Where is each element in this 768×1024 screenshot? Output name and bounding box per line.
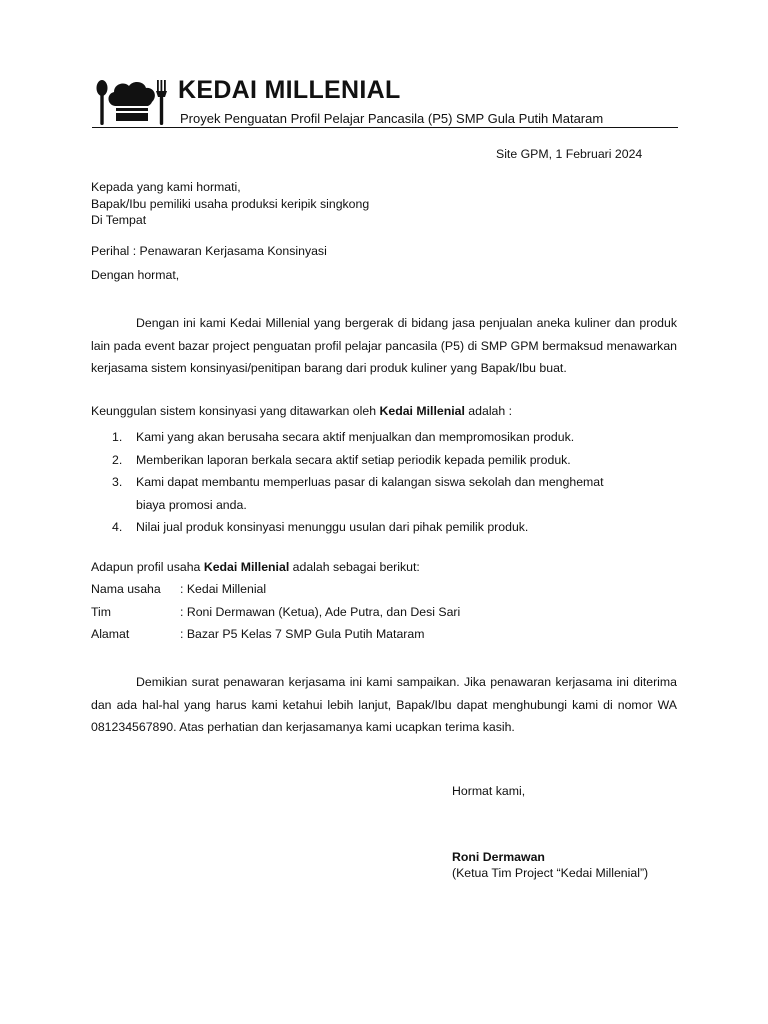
intro-paragraph [91,312,677,380]
profile-key: Tim [91,605,112,619]
subject-line: Perihal : Penawaran Kerjasama Konsinyasi [91,244,327,258]
recipient-line: Di Tempat [91,213,147,227]
profile-row [91,582,266,596]
intro-text: Dengan ini kami Kedai Millenial yang bergerak di bidang jasa penjualan aneka kuliner dan produk lain pada event bazar project penguatan profil pelajar pancasila (P5) di SMP GPM bermaksud menawarkan kerjasama sistem konsinyasi/penitipan barang dari produk kuliner yang Bapak/Ibu buat. [91,316,677,375]
list-item [91,516,677,539]
closing-paragraph [91,671,677,739]
place-date: Site GPM, 1 Februari 2024 [496,147,643,161]
profile-lead [91,560,420,574]
list-item [91,426,677,449]
closing-text: Demikian surat penawaran kerjasama ini kami sampaikan. Jika penawaran kerjasama ini diterima dan ada hal-hal yang harus kami ketahui lebih lanjut, Bapak/Ibu dapat menghubungi kami di nomor WA 081234567890. Atas perhatian dan kerjasamanya kami ucapkan terima kasih. [91,675,677,734]
brand-name: KEDAI MILLENIAL [178,76,401,104]
list-text: Memberikan laporan berkala secara aktif setiap periodik kepada pemilik produk. [136,452,571,467]
advantages-list [91,426,677,539]
list-number: 3. [112,475,123,489]
advantages-lead-brand: Kedai Millenial [379,404,465,418]
profile-lead-tail: adalah sebagai berikut: [289,560,420,574]
letterhead-divider [92,127,678,128]
profile-value: : Kedai Millenial [180,582,267,596]
closing-salutation: Hormat kami, [452,784,526,798]
recipient-block [91,179,369,229]
list-item [91,471,677,516]
profile-lead-brand: Kedai Millenial [203,560,290,574]
profile-key: Nama usaha [91,582,161,596]
greeting: Dengan hormat, [91,268,180,282]
spoon-chef-hat-fork-icon [93,78,171,126]
profile-row [91,605,460,619]
list-text: Nilai jual produk konsinyasi menunggu usulan dari pihak pemilik produk. [136,520,529,534]
profile-row [91,627,424,641]
profile-lead-text: Adapun profil usaha [91,560,204,574]
advantages-lead-tail: adalah : [464,404,513,418]
list-number: 2. [112,452,123,467]
letterhead-tagline: Proyek Penguatan Profil Pelajar Pancasila (P5) SMP Gula Putih Mataram [180,111,604,126]
list-number: 1. [112,430,123,444]
advantages-lead [91,404,512,418]
recipient-line: Kepada yang kami hormati, [91,180,241,194]
list-item [91,449,677,472]
signer-name: Roni Dermawan [452,850,545,864]
list-number: 4. [112,520,123,534]
recipient-line: Bapak/Ibu pemiliki usaha produksi keripik singkong [91,196,370,211]
signer-role: (Ketua Tim Project “Kedai Millenial”) [452,866,649,880]
advantages-lead-text: Keunggulan sistem konsinyasi yang ditawarkan oleh [91,404,380,418]
profile-key: Alamat [91,627,130,641]
list-text: Kami dapat membantu memperluas pasar di kalangan siswa sekolah dan menghemat biaya promosi anda. [136,475,604,512]
list-text: Kami yang akan berusaha secara aktif menjualkan dan mempromosikan produk. [136,430,575,444]
profile-value: : Bazar P5 Kelas 7 SMP Gula Putih Mataram [180,627,425,641]
profile-value: : Roni Dermawan (Ketua), Ade Putra, dan Desi Sari [180,605,461,619]
